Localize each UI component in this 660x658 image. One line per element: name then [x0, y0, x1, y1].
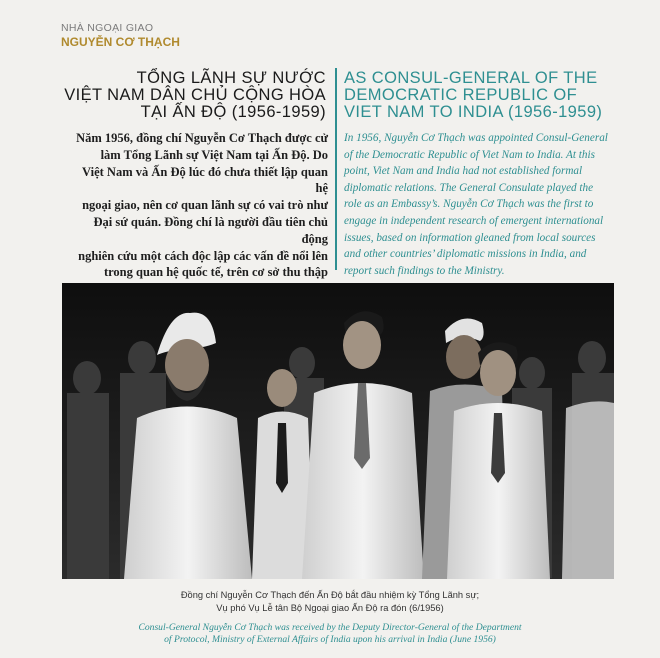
body-vi-line: làm Tổng Lãnh sự Việt Nam tại Ấn Độ. Do — [100, 147, 328, 162]
body-vi-line: Năm 1956, đồng chí Nguyễn Cơ Thạch được cử — [76, 131, 328, 145]
title-vi-line-1: TỔNG LÃNH SỰ NƯỚC — [136, 69, 326, 87]
title-en-line-2: DEMOCRATIC REPUBLIC OF — [344, 86, 578, 104]
body-en-line: In 1956, Nguyễn Cơ Thạch was appointed Consul-General — [344, 132, 608, 144]
body-vi-line: Việt Nam và Ấn Độ lúc đó chưa thiết lập quan hệ — [82, 164, 328, 196]
body-text-english — [344, 130, 612, 279]
body-en-line: diplomatic relations. The General Consulate played the — [344, 181, 594, 194]
title-en-line-3: VIET NAM TO INDIA (1956-1959) — [344, 103, 603, 121]
body-vi-line: Đại sứ quán. Đồng chí là người đầu tiên chủ động — [93, 214, 328, 246]
caption-en-line-2: of Protocol, Ministry of External Affairs of India upon his arrival in India (June 1956) — [164, 634, 496, 645]
caption-english — [60, 622, 600, 646]
caption-vi-line-1: Đồng chí Nguyễn Cơ Thạch đến Ấn Độ bắt đầu nhiệm kỳ Tổng Lãnh sự; — [180, 590, 480, 600]
body-en-line: engage in independent research of emergent international — [344, 214, 604, 227]
body-en-line: point, Viet Nam and India had not established formal — [344, 165, 583, 178]
title-vi-line-2: VIỆT NAM DÂN CHỦ CỘNG HÒA — [64, 86, 326, 104]
body-en-line: role as an Embassy’s. Nguyễn Cơ Thạch was the first to — [344, 198, 594, 211]
body-en-line: report such findings to the Ministry. — [344, 264, 505, 277]
brand-name: NGUYỄN CƠ THẠCH — [61, 35, 180, 49]
caption-en-line-1: Consul-General Nguyễn Cơ Thạch was received by the Deputy Director-General of the Department — [138, 622, 522, 633]
caption-vietnamese — [60, 589, 600, 614]
body-vi-line: ngoại giao, nên cơ quan lãnh sự có vai trò như — [82, 198, 328, 213]
title-en-line-1: AS CONSUL-GENERAL OF THE — [344, 69, 598, 87]
brand-top-text: NHÀ NGOẠI GIAO — [61, 22, 154, 34]
body-vi-line: nghiên cứu một cách độc lập các vấn đề nổi lên — [78, 248, 328, 263]
brand-logo — [61, 22, 180, 49]
historical-photo — [62, 283, 614, 579]
title-english — [344, 70, 644, 121]
body-vi-line: trong quan hệ quốc tế, trên cơ sở thu thập — [103, 265, 328, 280]
body-en-line: of the Democratic Republic of Viet Nam to India. At this — [344, 148, 595, 161]
title-vi-line-3: TẠI ẤN ĐỘ (1956-1959) — [140, 103, 326, 121]
body-en-line: issues, based on information gleaned from local sources — [344, 231, 596, 244]
column-divider — [335, 68, 337, 270]
photo-illustration — [62, 283, 614, 579]
title-vietnamese — [26, 70, 326, 121]
caption-vi-line-2: Vụ phó Vụ Lễ tân Bộ Ngoại giao Ấn Độ ra đón (6/1956) — [216, 602, 444, 613]
body-en-line: and other countries’ diplomatic missions in India, and — [344, 248, 587, 261]
